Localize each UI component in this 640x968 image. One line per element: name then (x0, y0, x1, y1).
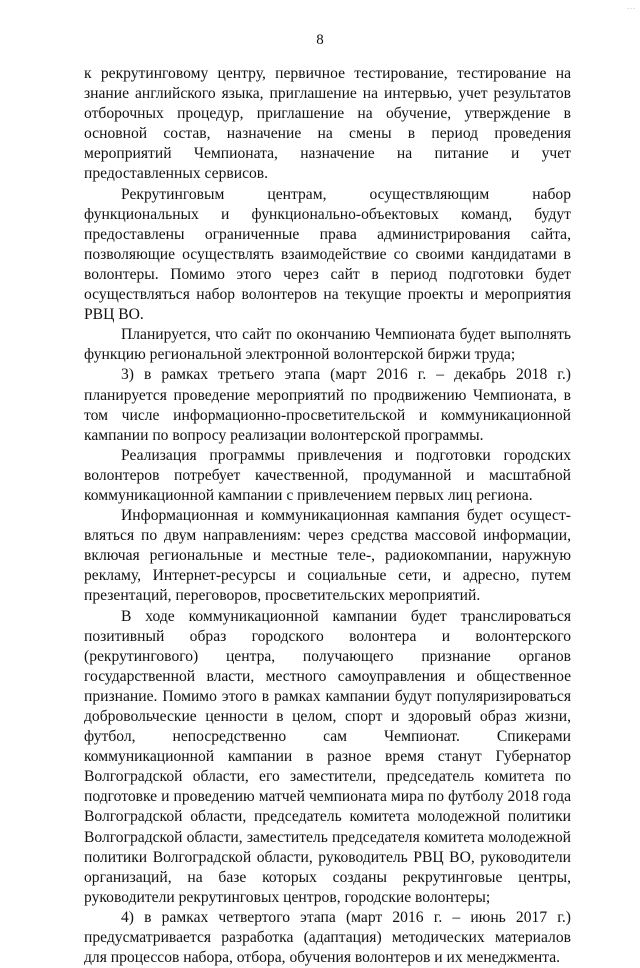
paragraph-stage-4: 4) в рамках четвертого этапа (март 2016 г. – июнь 2017 г.) предусматривается разработка (адаптация) методических материалов для процессов набора, отбора, обучения волонтеров и их менеджмента. (84, 908, 571, 967)
page-number: 8 (316, 32, 324, 48)
paragraph-labor-exchange: Планируется, что сайт по окончанию Чемпионата будет выполнять функцию региональной электронной волонтерской биржи труда; (84, 326, 571, 364)
paragraph-communication-campaign: В ходе коммуникационной кампании будет транслироваться позитивный образ городского волонтера и волонтерского (рекрутингового) центра, получающего признание органов государственной власти, местного самоуправления и общественное признание. Помимо этого в рамках кампании будут популяризироваться добровольческие ценности в целом, спорт и здоровый образ жизни, футбол, непосредственно сам Чемпионат. Спикерами коммуникационной кампании в разное время станут Губернатор Волгоградской области, его заместители, председатель комитета по подготовке и проведению матчей чемпионата мира по футболу 2018 года Волгоградской области, председатель комитета молодежной политики Волгоградской области, заместитель председателя комитета молодежной политики Волгоградской области, руководитель РВЦ ВО, руководители организаций, на базе которых созданы рекрутинговые центры, руководители рекрутинговых центров, городские волонтеры; (84, 607, 571, 906)
paragraph-recruiting-centers: Рекрутинговым центрам, осуществляющим набор функциональных и функционально-объектовых команд, будут предоставлены ограниченные права администрирования сайта, позволяющие осуществлять взаимодействие со своими кандидатами в волонтеры. Помимо этого через сайт в период подготовки будет осуществляться набор волонтеров на текущие проекты и мероприятия РВЦ ВО. (84, 185, 571, 324)
paragraph-information-campaign: Информационная и коммуникационная кампания будет осуществляться по двум направлениям: через средства массовой информации, включая региональные и местные теле-, радиокомпании, наружную рекламу, Интернет-ресурсы и социальные сети, и адресно, путем презентаций, переговоров, просветительских мероприятий. (84, 507, 571, 605)
corner-mark: ... (627, 2, 636, 11)
paragraph-stage-3: 3) в рамках третьего этапа (март 2016 г. – декабрь 2018 г.) планируется проведение мероприятий по продвижению Чемпионата, в том числе информационно-просветительской и коммуникационной кампании по вопросу реализации волонтерской программы. (84, 366, 571, 444)
paragraph-continuation: к рекрутинговому центру, первичное тестирование, тестирование на знание английского языка, приглашение на интервью, учет результатов отборочных процедур, приглашение на обучение, утверждение в основной состав, назначение на смены в период проведения мероприятий Чемпионата, назначение на питание и учет предоставленных сервисов. (84, 65, 571, 183)
body-text (84, 64, 571, 968)
paragraph-program-implementation: Реализация программы привлечения и подготовки городских волонтеров потребует качественной, продуманной и масштабной коммуникационной кампании с привлечением первых лиц региона. (84, 446, 571, 504)
